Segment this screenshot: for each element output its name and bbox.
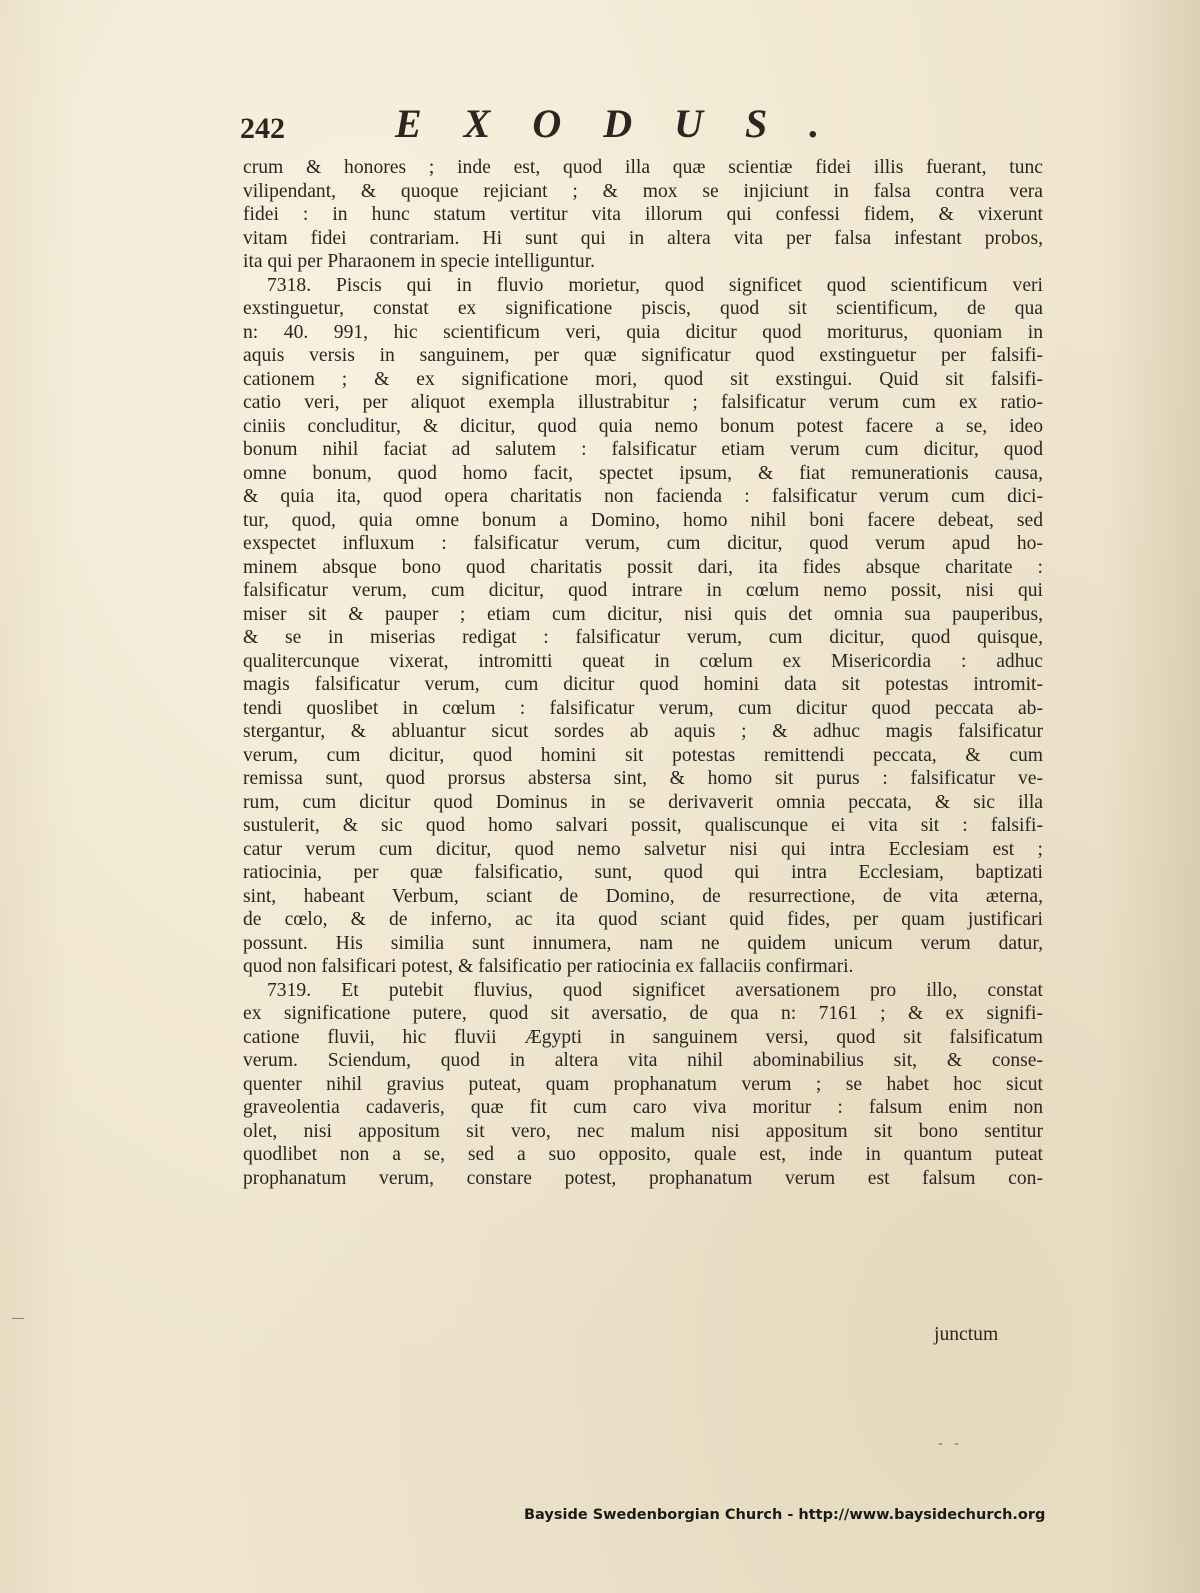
page-number: 242 [240,112,285,145]
text-line: vilipendant, & quoque rejiciant ; & mox se injiciunt in falsa contra vera [243,180,1043,202]
text-line: tendi quoslibet in cœlum : falsificatur verum, cum dicitur quod peccata ab- [243,697,1043,719]
printer-mark: - - [938,1436,963,1451]
text-line: qualitercunque vixerat, intromitti queat in cœlum ex Misericordia : adhuc [243,650,1043,672]
page-header [240,96,860,156]
text-line: tur, quod, quia omne bonum a Domino, homo nihil boni facere debeat, sed [243,509,1043,531]
catchword: junctum [934,1324,999,1345]
text-line: aquis versis in sanguinem, per quæ significatur quod exstinguetur per falsifi- [243,345,1043,366]
text-line: verum. Sciendum, quod in altera vita nihil abominabilius sit, & conse- [243,1050,1043,1071]
text-line: rum, cum dicitur quod Dominus in se derivaverit omnia peccata, & sic illa [243,791,1043,813]
text-line: n: 40. 991, hic scientificum veri, quia dicitur quod moriturus, quoniam in [243,321,1043,343]
text-line: exstinguetur, constat ex significatione piscis, quod sit scientificum, de qua [243,298,1043,319]
running-title: EXODUS. [395,101,862,146]
text-line: fidei : in hunc statum vertitur vita illorum qui confessi fidem, & vixerunt [243,204,1043,225]
text-line: olet, nisi appositum sit vero, nec malum nisi appositum sit bono sentitur [243,1120,1043,1142]
text-line: & quia ita, quod opera charitatis non facienda : falsificatur verum cum dici- [243,486,1043,507]
text-line: catione fluvii, hic fluvii Ægypti in sanguinem versi, quod sit falsificatum [243,1026,1043,1048]
text-line: exspectet influxum : falsificatur verum, cum dicitur, quod verum apud ho- [243,533,1043,554]
footer-credit: Bayside Swedenborgian Church - http://www.baysidechurch.org [524,1507,1046,1523]
text-line: verum, cum dicitur, quod homini sit potestas remittendi peccata, & cum [243,744,1043,766]
text-line: vitam fidei contrariam. Hi sunt qui in altera vita per falsa infestant probos, [243,227,1043,249]
text-line: bonum nihil faciat ad salutem : falsificatur etiam verum cum dicitur, quod [243,439,1043,460]
text-line: miser sit & pauper ; etiam cum dicitur, nisi quis det omnia sua pauperibus, [243,603,1043,625]
text-line: quodlibet non a se, sed a suo opposito, quale est, inde in quantum puteat [243,1144,1043,1165]
text-line: cationem ; & ex significatione mori, quod sit exstingui. Quid sit falsifi- [243,368,1043,390]
text-line: quod non falsificari potest, & falsificatio per ratiocinia ex fallaciis confirmari. [243,956,854,977]
text-line: prophanatum verum, constare potest, prophanatum verum est falsum con- [243,1167,1043,1189]
text-line: catio veri, per aliquot exempla illustrabitur ; falsificatur verum cum ex ratio- [243,392,1043,413]
text-line: magis falsificatur verum, cum dicitur quod homini data sit potestas intromit- [243,674,1043,695]
text-line: de cœlo, & de inferno, ac ita quod sciant quid fides, per quam justificari [243,909,1043,930]
text-line: & se in miserias redigat : falsificatur verum, cum dicitur, quod quisque, [243,627,1043,648]
text-line: catur verum cum dicitur, quod nemo salvetur nisi qui intra Ecclesiam est ; [243,838,1043,860]
text-line: graveolentia cadaveris, quæ fit cum caro viva moritur : falsum enim non [243,1097,1043,1118]
body-text [243,156,1043,1190]
text-line: falsificatur verum, cum dicitur, quod intrare in cœlum nemo possit, nisi qui [243,580,1043,601]
text-line: ita qui per Pharaonem in specie intelliguntur. [243,251,596,272]
text-line: possunt. His similia sunt innumera, nam ne quidem unicum verum datur, [243,932,1043,954]
margin-mark [12,1318,24,1319]
text-line: quenter nihil gravius puteat, quam prophanatum verum ; se habet hoc sicut [243,1073,1043,1095]
text-line: sint, habeant Verbum, sciant de Domino, de resurrectione, de vita æterna, [243,885,1043,907]
text-line: omne bonum, quod homo facit, spectet ipsum, & fiat remunerationis causa, [243,462,1043,484]
text-line: remissa sunt, quod prorsus abstersa sint, & homo sit purus : falsificatur ve- [243,768,1043,789]
text-line: sustulerit, & sic quod homo salvari possit, qualiscunque ei vita sit : falsifi- [243,815,1043,836]
text-line: crum & honores ; inde est, quod illa quæ scientiæ fidei illis fuerant, tunc [243,157,1043,178]
text-line: minem absque bono quod charitatis possit dari, ita fides absque charitate : [243,556,1043,578]
text-line: ex significatione putere, quod sit aversatio, de qua n: 7161 ; & ex signifi- [243,1003,1043,1024]
text-line: ratiocinia, per quæ falsificatio, sunt, quod qui intra Ecclesiam, baptizati [243,862,1043,883]
paragraph-7319-start: 7319. Et putebit fluvius, quod significet aversationem pro illo, constat [267,979,1043,1001]
text-line: stergantur, & abluantur sicut sordes ab aquis ; & adhuc magis falsificatur [243,721,1043,742]
text-line: ciniis concluditur, & dicitur, quod quia nemo bonum potest facere a se, ideo [243,415,1043,437]
paragraph-7318-start: 7318. Piscis qui in fluvio morietur, quod significet quod scientificum veri [267,274,1043,296]
